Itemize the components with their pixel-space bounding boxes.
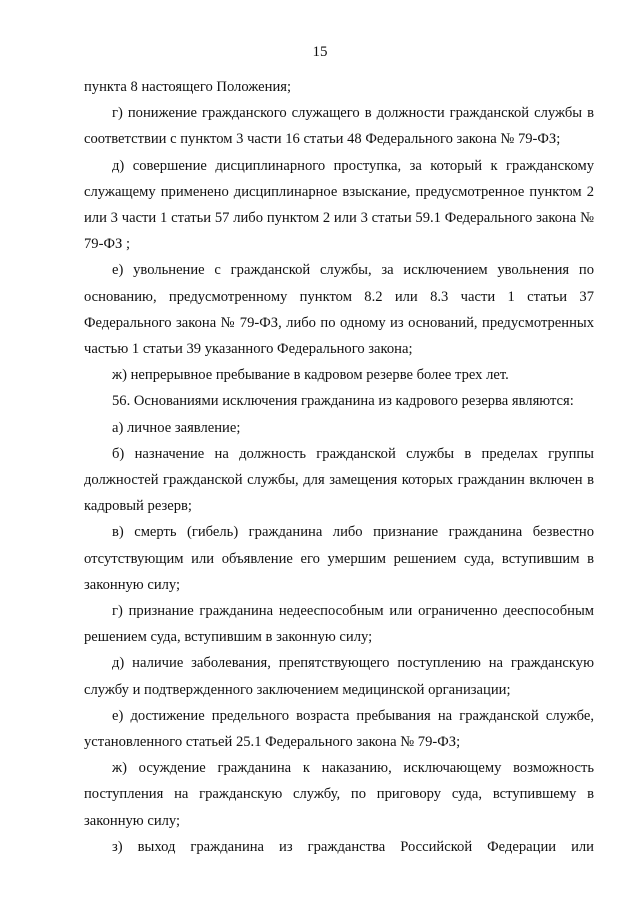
paragraph-continuation: пункта 8 настоящего Положения; xyxy=(84,79,292,95)
paragraph-item-z-citizenship: з) выход гражданина из гражданства Российской Федерации или xyxy=(112,838,594,855)
paragraph-item-b-appointment: б) назначение на должность гражданской службы в пределах группы должностей гражданской службы, для замещения которых гражданин включен в кадровый резерв; xyxy=(84,445,594,515)
page-number: 15 xyxy=(312,44,328,60)
paragraph-item-d-disciplinary: д) совершение дисциплинарного проступка, за который к гражданскому служащему применено дисциплинарное взыскание, предусмотренное пунктом 2 или 3 части 1 статьи 57 либо пунктом 2 или 3 статьи 59.1 Федерального закона № 79-ФЗ ; xyxy=(84,157,594,253)
paragraph-item-e-age-limit: е) достижение предельного возраста пребывания на гражданской службе, установленного статьей 25.1 Федерального закона № 79-ФЗ; xyxy=(84,707,594,751)
paragraph-item-g-demotion: г) понижение гражданского служащего в должности гражданской службы в соответствии с пунктом 3 части 16 статьи 48 Федерального закона № 79-ФЗ; xyxy=(84,105,594,148)
paragraph-item-zh-conviction: ж) осуждение гражданина к наказанию, исключающему возможность поступления на гражданскую службу, по приговору суда, вступившему в законную силу; xyxy=(84,760,594,829)
paragraph-item-g-incapacity: г) признание гражданина недееспособным или ограниченно дееспособным решением суда, вступившим в законную силу; xyxy=(84,603,594,646)
document-body xyxy=(84,74,594,860)
paragraph-item-v-death: в) смерть (гибель) гражданина либо признание гражданина безвестно отсутствующим или объявление его умершим решением суда, вступившим в законную силу; xyxy=(84,524,594,593)
paragraph-section-56: 56. Основаниями исключения гражданина из кадрового резерва являются: xyxy=(112,393,574,410)
paragraph-item-e-dismissal: е) увольнение с гражданской службы, за исключением увольнения по основанию, предусмотренному пунктом 8.2 или 8.3 части 1 статьи 37 Федерального закона № 79-ФЗ, либо по одному из оснований, предусмотренных частью 1 статьи 39 указанного Федерального закона; xyxy=(84,262,594,358)
paragraph-item-d-illness: д) наличие заболевания, препятствующего поступлению на гражданскую службу и подтвержденного заключением медицинской организации; xyxy=(84,655,594,698)
paragraph-item-zh-continuous-reserve: ж) непрерывное пребывание в кадровом резерве более трех лет. xyxy=(112,367,509,384)
paragraph-item-a-personal-statement: а) личное заявление; xyxy=(112,419,241,436)
